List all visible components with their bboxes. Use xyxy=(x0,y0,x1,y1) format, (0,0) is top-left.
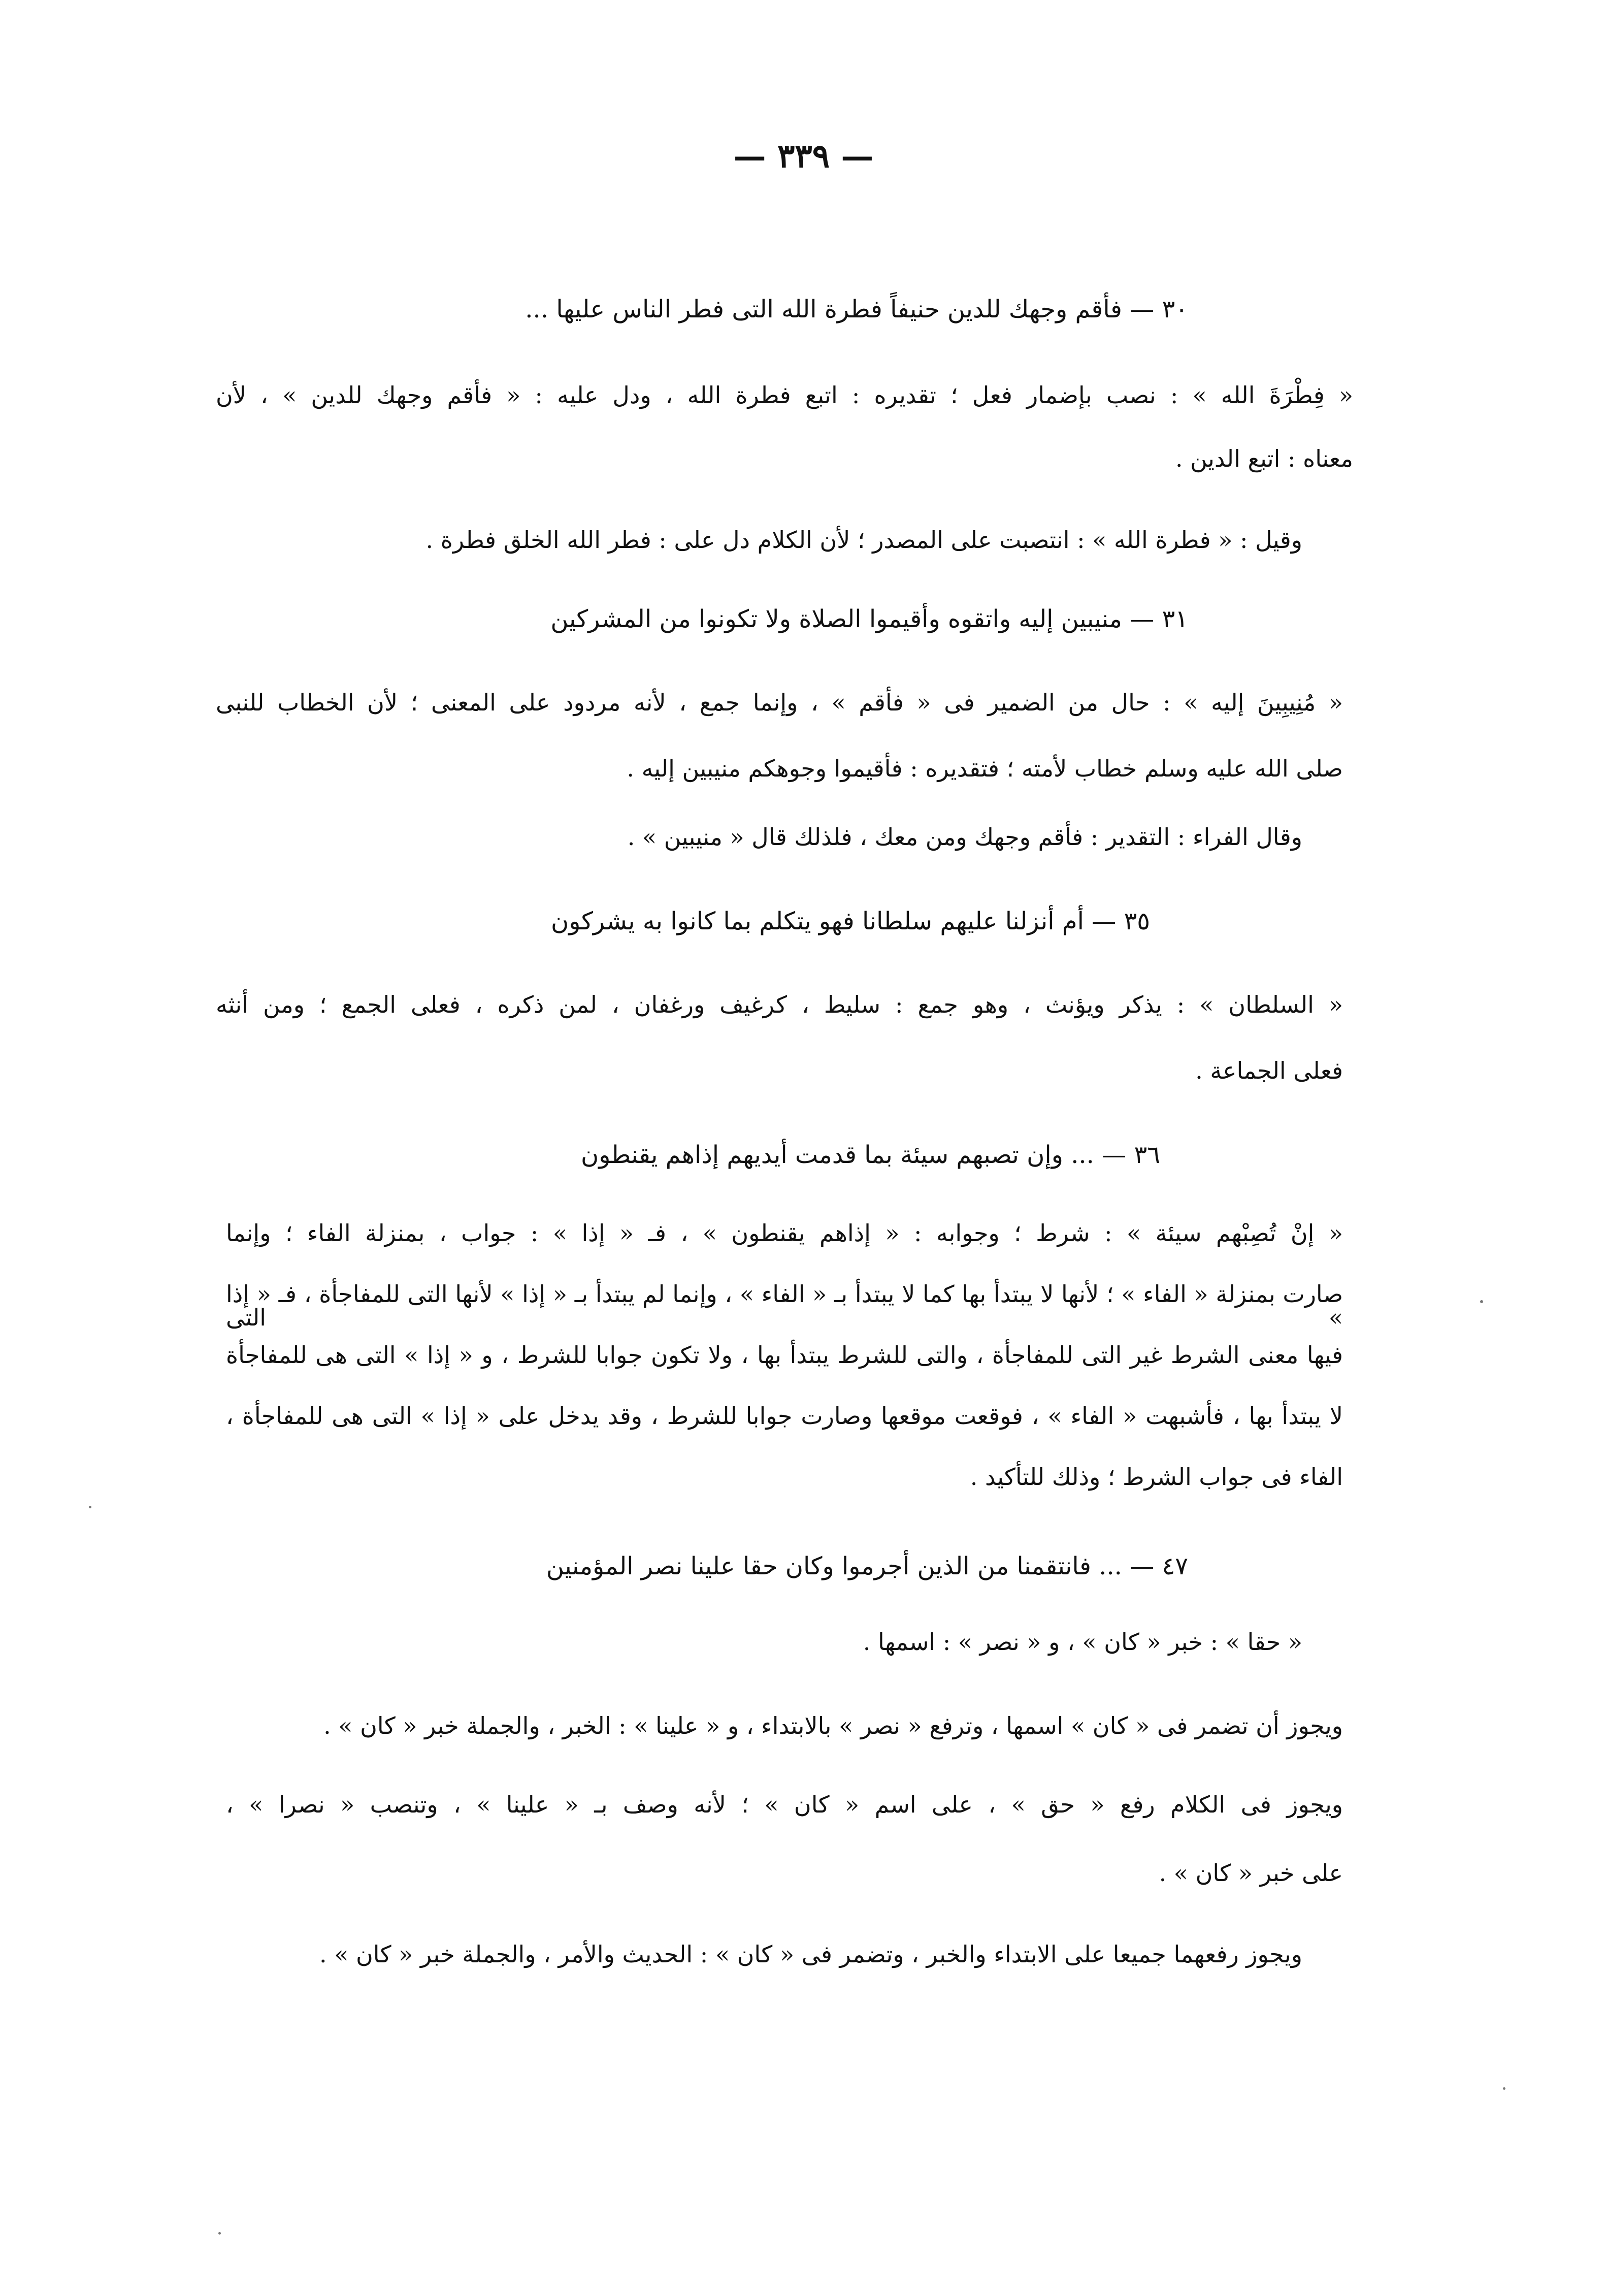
commentary-line: « مُنِيبِينَ إليه » : حال من الضمير فى « فأقم » ، وإنما جمع ، لأنه مردود على المعنى ؛ لأن الخطاب للنبى xyxy=(216,689,1343,716)
commentary-line: ويجوز فى الكلام رفع « حق » ، على اسم « كان » ؛ لأنه وصف بـ « علينا » ، وتنصب « نصرا » ، xyxy=(226,1791,1343,1818)
scan-speck xyxy=(1503,2087,1505,2090)
commentary-line: « حقا » : خبر « كان » ، و « نصر » : اسمها . xyxy=(863,1628,1302,1656)
commentary-line: لا يبتدأ بها ، فأشبهت « الفاء » ، فوقعت موقعها وصارت جوابا للشرط ، وقد يدخل على « إذا » التى هى للمفاجأة ، xyxy=(226,1402,1343,1430)
scan-speck xyxy=(218,2232,221,2235)
verse-47: ٤٧ — ... فانتقمنا من الذين أجرموا وكان حقا علينا نصر المؤمنين xyxy=(546,1552,1188,1580)
commentary-line: صلى الله عليه وسلم خطاب لأمته ؛ فتقديره : فأقيموا وجوهكم منيبين إليه . xyxy=(627,755,1343,782)
commentary-line: ويجوز رفعهما جميعا على الابتداء والخبر ، وتضمر فى « كان » : الحديث والأمر ، والجملة خبر « كان » . xyxy=(319,1941,1302,1968)
commentary-line: على خبر « كان » . xyxy=(1159,1859,1343,1887)
commentary-line: « السلطان » : يذكر ويؤنث ، وهو جمع : سليط ، كرغيف ورغفان ، لمن ذكره ، فعلى الجمع ؛ ومن أنثه xyxy=(216,991,1343,1018)
commentary-line: وقال الفراء : التقدير : فأقم وجهك ومن معك ، فلذلك قال « منيبين » . xyxy=(627,823,1302,851)
scan-speck xyxy=(89,1506,91,1508)
verse-36: ٣٦ — ... وإن تصبهم سيئة بما قدمت أيديهم إذاهم يقنطون xyxy=(580,1141,1160,1169)
commentary-line: وقيل : « فطرة الله » : انتصبت على المصدر ؛ لأن الكلام دل على : فطر الله الخلق فطرة . xyxy=(425,526,1302,554)
commentary-line: « فِطْرَةَ الله » : نصب بإضمار فعل ؛ تقديره : اتبع فطرة الله ، ودل عليه : « فأقم وجهك للدين » ، لأن xyxy=(216,381,1353,409)
verse-30: ٣٠ — فأقم وجهك للدين حنيفاً فطرة الله التى فطر الناس عليها ... xyxy=(525,295,1188,324)
commentary-line: فيها معنى الشرط غير التى للمفاجأة ، والتى للشرط يبتدأ بها ، ولا تكون جوابا للشرط ، و « إذا » التى هى للمفاجأة xyxy=(226,1341,1343,1369)
verse-31: ٣١ — منيبين إليه واتقوه وأقيموا الصلاة ولا تكونوا من المشركين xyxy=(550,605,1188,633)
commentary-line: ويجوز أن تضمر فى « كان » اسمها ، وترفع « نصر » بالابتداء ، و « علينا » : الخبر ، والجملة خبر « كان » . xyxy=(323,1712,1343,1739)
commentary-line: « إنْ تُصِبْهم سيئة » : شرط ؛ وجوابه : « إذاهم يقنطون » ، فـ « إذا » : جواب ، بمنزلة الفاء ؛ وإنما xyxy=(226,1219,1343,1247)
page-number: — ٣٣٩ — xyxy=(733,137,874,175)
verse-35: ٣٥ — أم أنزلنا عليهم سلطانا فهو يتكلم بما كانوا به يشركون xyxy=(551,907,1150,935)
commentary-line: معناه : اتبع الدين . xyxy=(1175,445,1353,472)
scan-speck xyxy=(1480,1300,1483,1303)
commentary-line: فعلى الجماعة . xyxy=(1195,1057,1343,1084)
commentary-line: الفاء فى جواب الشرط ؛ وذلك للتأكيد . xyxy=(970,1463,1343,1491)
commentary-line: صارت بمنزلة « الفاء » ؛ لأنها لا يبتدأ بها كما لا يبتدأ بـ « الفاء » ، وإنما لم يبتدأ بـ « إذا » لأنها التى للمفاجأة ، فـ « إذا » التى xyxy=(226,1280,1343,1331)
